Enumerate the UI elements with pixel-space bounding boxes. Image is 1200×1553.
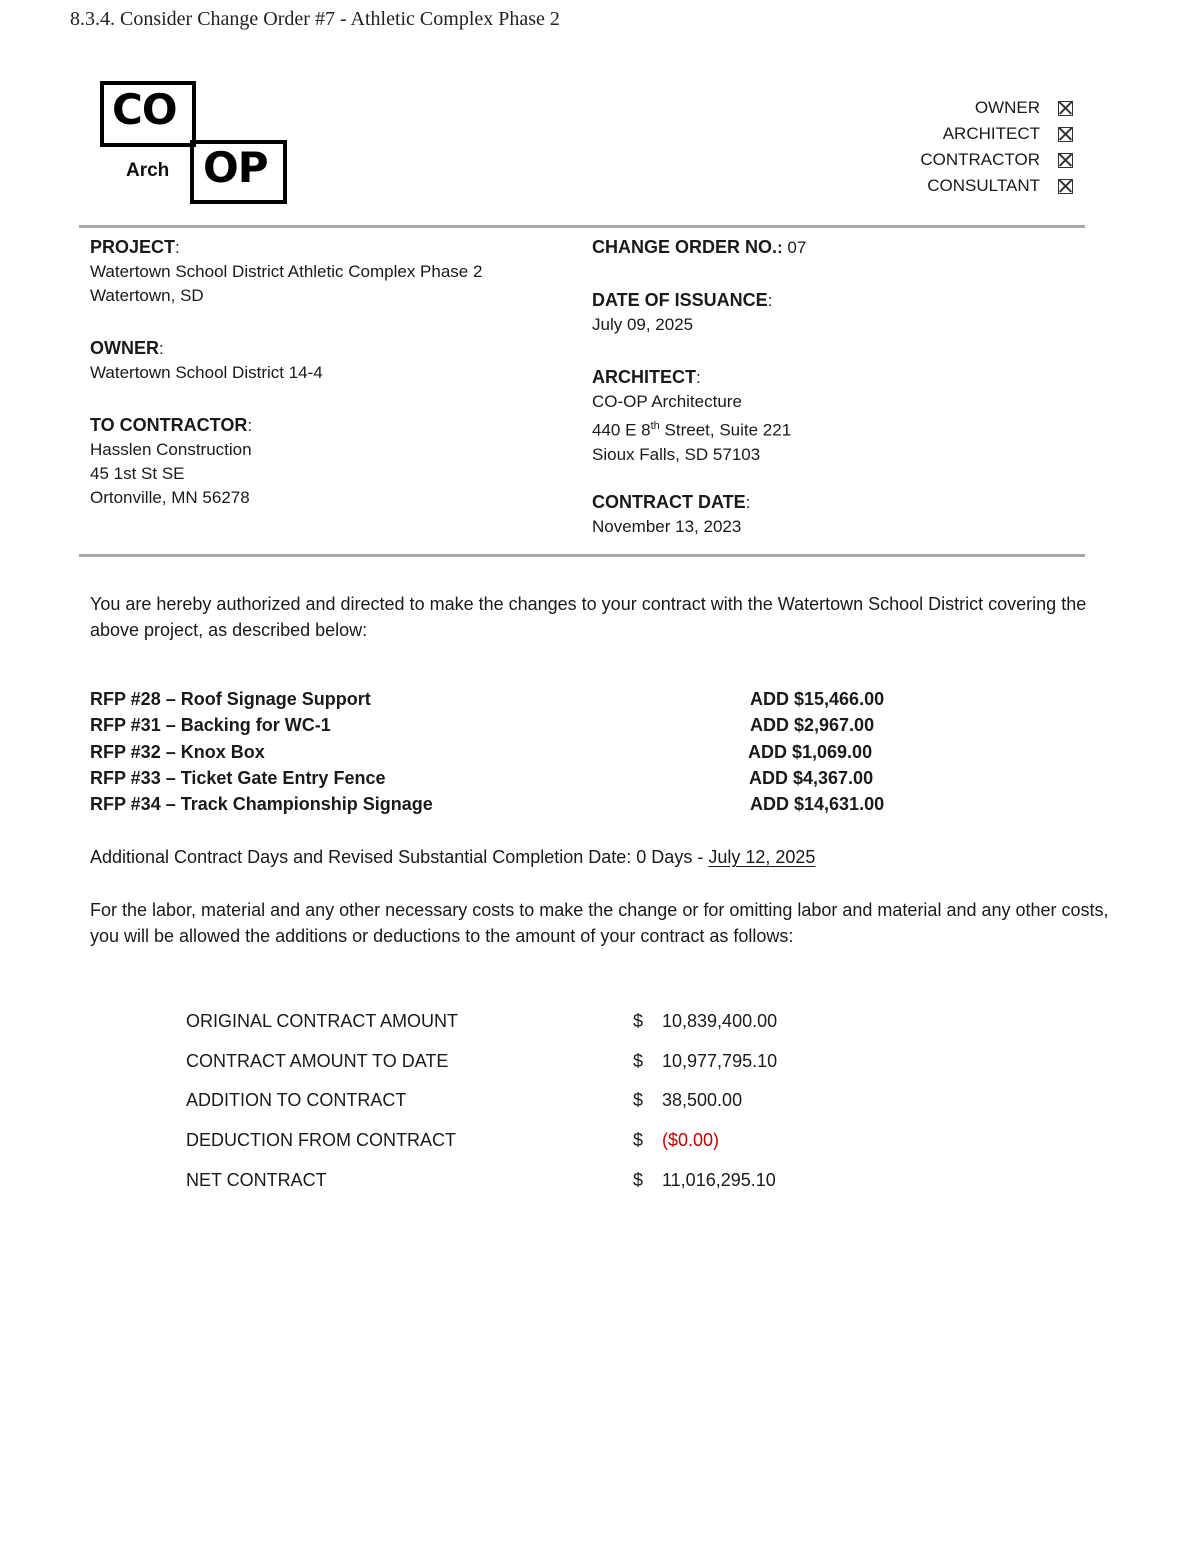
summary-value: 38,500.00 [662, 1090, 743, 1111]
summary-label: CONTRACT AMOUNT TO DATE [186, 1050, 449, 1071]
project-location: Watertown, SD [90, 286, 204, 305]
owner-label: OWNER [90, 338, 159, 358]
summary-row [186, 1121, 777, 1161]
architect-name: CO-OP Architecture [592, 392, 742, 411]
rfp-item: RFP #34 – Track Championship Signage [90, 794, 433, 815]
summary-value: 10,839,400.00 [662, 1011, 778, 1032]
rfp-amount: ADD $2,967.00 [750, 715, 875, 736]
logo-co-box [100, 81, 196, 147]
distribution-label: ARCHITECT [942, 124, 1040, 143]
summary-label: DEDUCTION FROM CONTRACT [186, 1130, 456, 1151]
currency-symbol: $ [633, 1169, 644, 1190]
distribution-owner [920, 95, 1073, 121]
contractor-address: 45 1st St SE [90, 464, 185, 483]
summary-value: 11,016,295.10 [662, 1169, 776, 1190]
change-order-number: 07 [787, 238, 807, 257]
address-part: Street, Suite 221 [659, 420, 792, 440]
rfp-amounts [748, 686, 884, 817]
issuance-block: DATE OF ISSUANCE: July 09, 2025 [592, 288, 772, 337]
summary-value-negative: ($0.00) [662, 1130, 720, 1151]
rfp-item: RFP #28 – Roof Signage Support [90, 689, 371, 709]
issuance-label: DATE OF ISSUANCE [592, 290, 768, 310]
change-order-block: CHANGE ORDER NO.: 07 [592, 237, 807, 257]
architect-block: ARCHITECT: CO-OP Architecture 440 E 8th Street, Suite 221 Sioux Falls, SD 57103 [592, 365, 791, 467]
logo-arch-text: Arch [126, 160, 170, 181]
logo-op-box [190, 140, 287, 204]
rfp-amount: ADD $1,069.00 [748, 741, 873, 762]
checked-box-icon [1058, 153, 1073, 168]
distribution-architect [920, 121, 1073, 147]
ordinal-suffix: th [650, 420, 660, 432]
days-text: Additional Contract Days and Revised Substantial Completion Date: 0 Days - [90, 847, 709, 867]
contract-date: November 13, 2023 [592, 517, 742, 536]
rfp-amount: ADD $4,367.00 [749, 767, 874, 788]
summary-label: ORIGINAL CONTRACT AMOUNT [186, 1011, 459, 1032]
distribution-consultant [920, 173, 1073, 199]
currency-symbol: $ [633, 1050, 644, 1071]
summary-row [186, 1081, 777, 1121]
checked-box-icon [1058, 127, 1073, 142]
divider [79, 554, 1085, 557]
currency-symbol: $ [633, 1011, 644, 1032]
project-block: PROJECT: Watertown School District Athletic Complex Phase 2 Watertown, SD [90, 235, 482, 308]
rfp-item: RFP #33 – Ticket Gate Entry Fence [90, 767, 386, 788]
contract-summary [186, 1002, 777, 1200]
currency-symbol: $ [633, 1130, 644, 1151]
completion-date: July 12, 2025 [708, 847, 816, 867]
agenda-item-title: 8.3.4. Consider Change Order #7 - Athletic Complex Phase 2 [70, 8, 560, 30]
distribution-list [920, 95, 1073, 199]
checked-box-icon [1058, 179, 1073, 194]
rfp-item: RFP #31 – Backing for WC-1 [90, 715, 331, 736]
rfp-list [90, 686, 433, 817]
owner-block: OWNER: Watertown School District 14-4 [90, 336, 323, 385]
contract-date-block: CONTRACT DATE: November 13, 2023 [592, 490, 750, 539]
contractor-name: Hasslen Construction [90, 440, 252, 459]
summary-row [186, 1042, 777, 1082]
owner-name: Watertown School District 14-4 [90, 363, 323, 382]
summary-row [186, 1160, 777, 1200]
architect-label: ARCHITECT [592, 367, 696, 387]
project-label: PROJECT [90, 237, 176, 257]
currency-symbol: $ [633, 1090, 644, 1111]
issuance-date: July 09, 2025 [592, 315, 694, 334]
change-order-label: CHANGE ORDER NO. [592, 237, 778, 257]
distribution-label: CONTRACTOR [920, 150, 1040, 169]
logo-co-text: CO [112, 85, 177, 134]
checked-box-icon [1058, 101, 1073, 116]
summary-value: 10,977,795.10 [662, 1050, 778, 1071]
project-name: Watertown School District Athletic Complex Phase 2 [90, 262, 483, 281]
distribution-contractor [920, 147, 1073, 173]
contractor-city: Ortonville, MN 56278 [90, 488, 250, 507]
contract-date-label: CONTRACT DATE [592, 492, 746, 512]
summary-label: ADDITION TO CONTRACT [186, 1090, 407, 1111]
distribution-label: CONSULTANT [927, 176, 1040, 195]
rfp-item: RFP #32 – Knox Box [90, 741, 265, 762]
summary-row [186, 1002, 777, 1042]
allowance-paragraph: For the labor, material and any other necessary costs to make the change or for omitting labor and material and any other costs, you will be allowed the additions or deductions to the amount of your contract as follows: [90, 900, 1109, 946]
address-part: 440 E 8 [592, 420, 651, 440]
summary-label: NET CONTRACT [186, 1169, 327, 1190]
distribution-label: OWNER [974, 98, 1040, 117]
contractor-block: TO CONTRACTOR: Hasslen Construction 45 1st St SE Ortonville, MN 56278 [90, 413, 252, 510]
rfp-amount: ADD $14,631.00 [750, 794, 885, 815]
logo-op-text: OP [203, 143, 268, 192]
architect-address [592, 414, 791, 443]
divider [79, 225, 1085, 228]
architect-city: Sioux Falls, SD 57103 [592, 444, 761, 464]
intro-paragraph: You are hereby authorized and directed to make the changes to your contract with the Watertown School District covering the above project, as described below: [90, 594, 1087, 640]
rfp-amount: ADD $15,466.00 [750, 689, 885, 709]
completion-date-line [90, 844, 1120, 870]
contractor-label: TO CONTRACTOR [90, 415, 248, 435]
